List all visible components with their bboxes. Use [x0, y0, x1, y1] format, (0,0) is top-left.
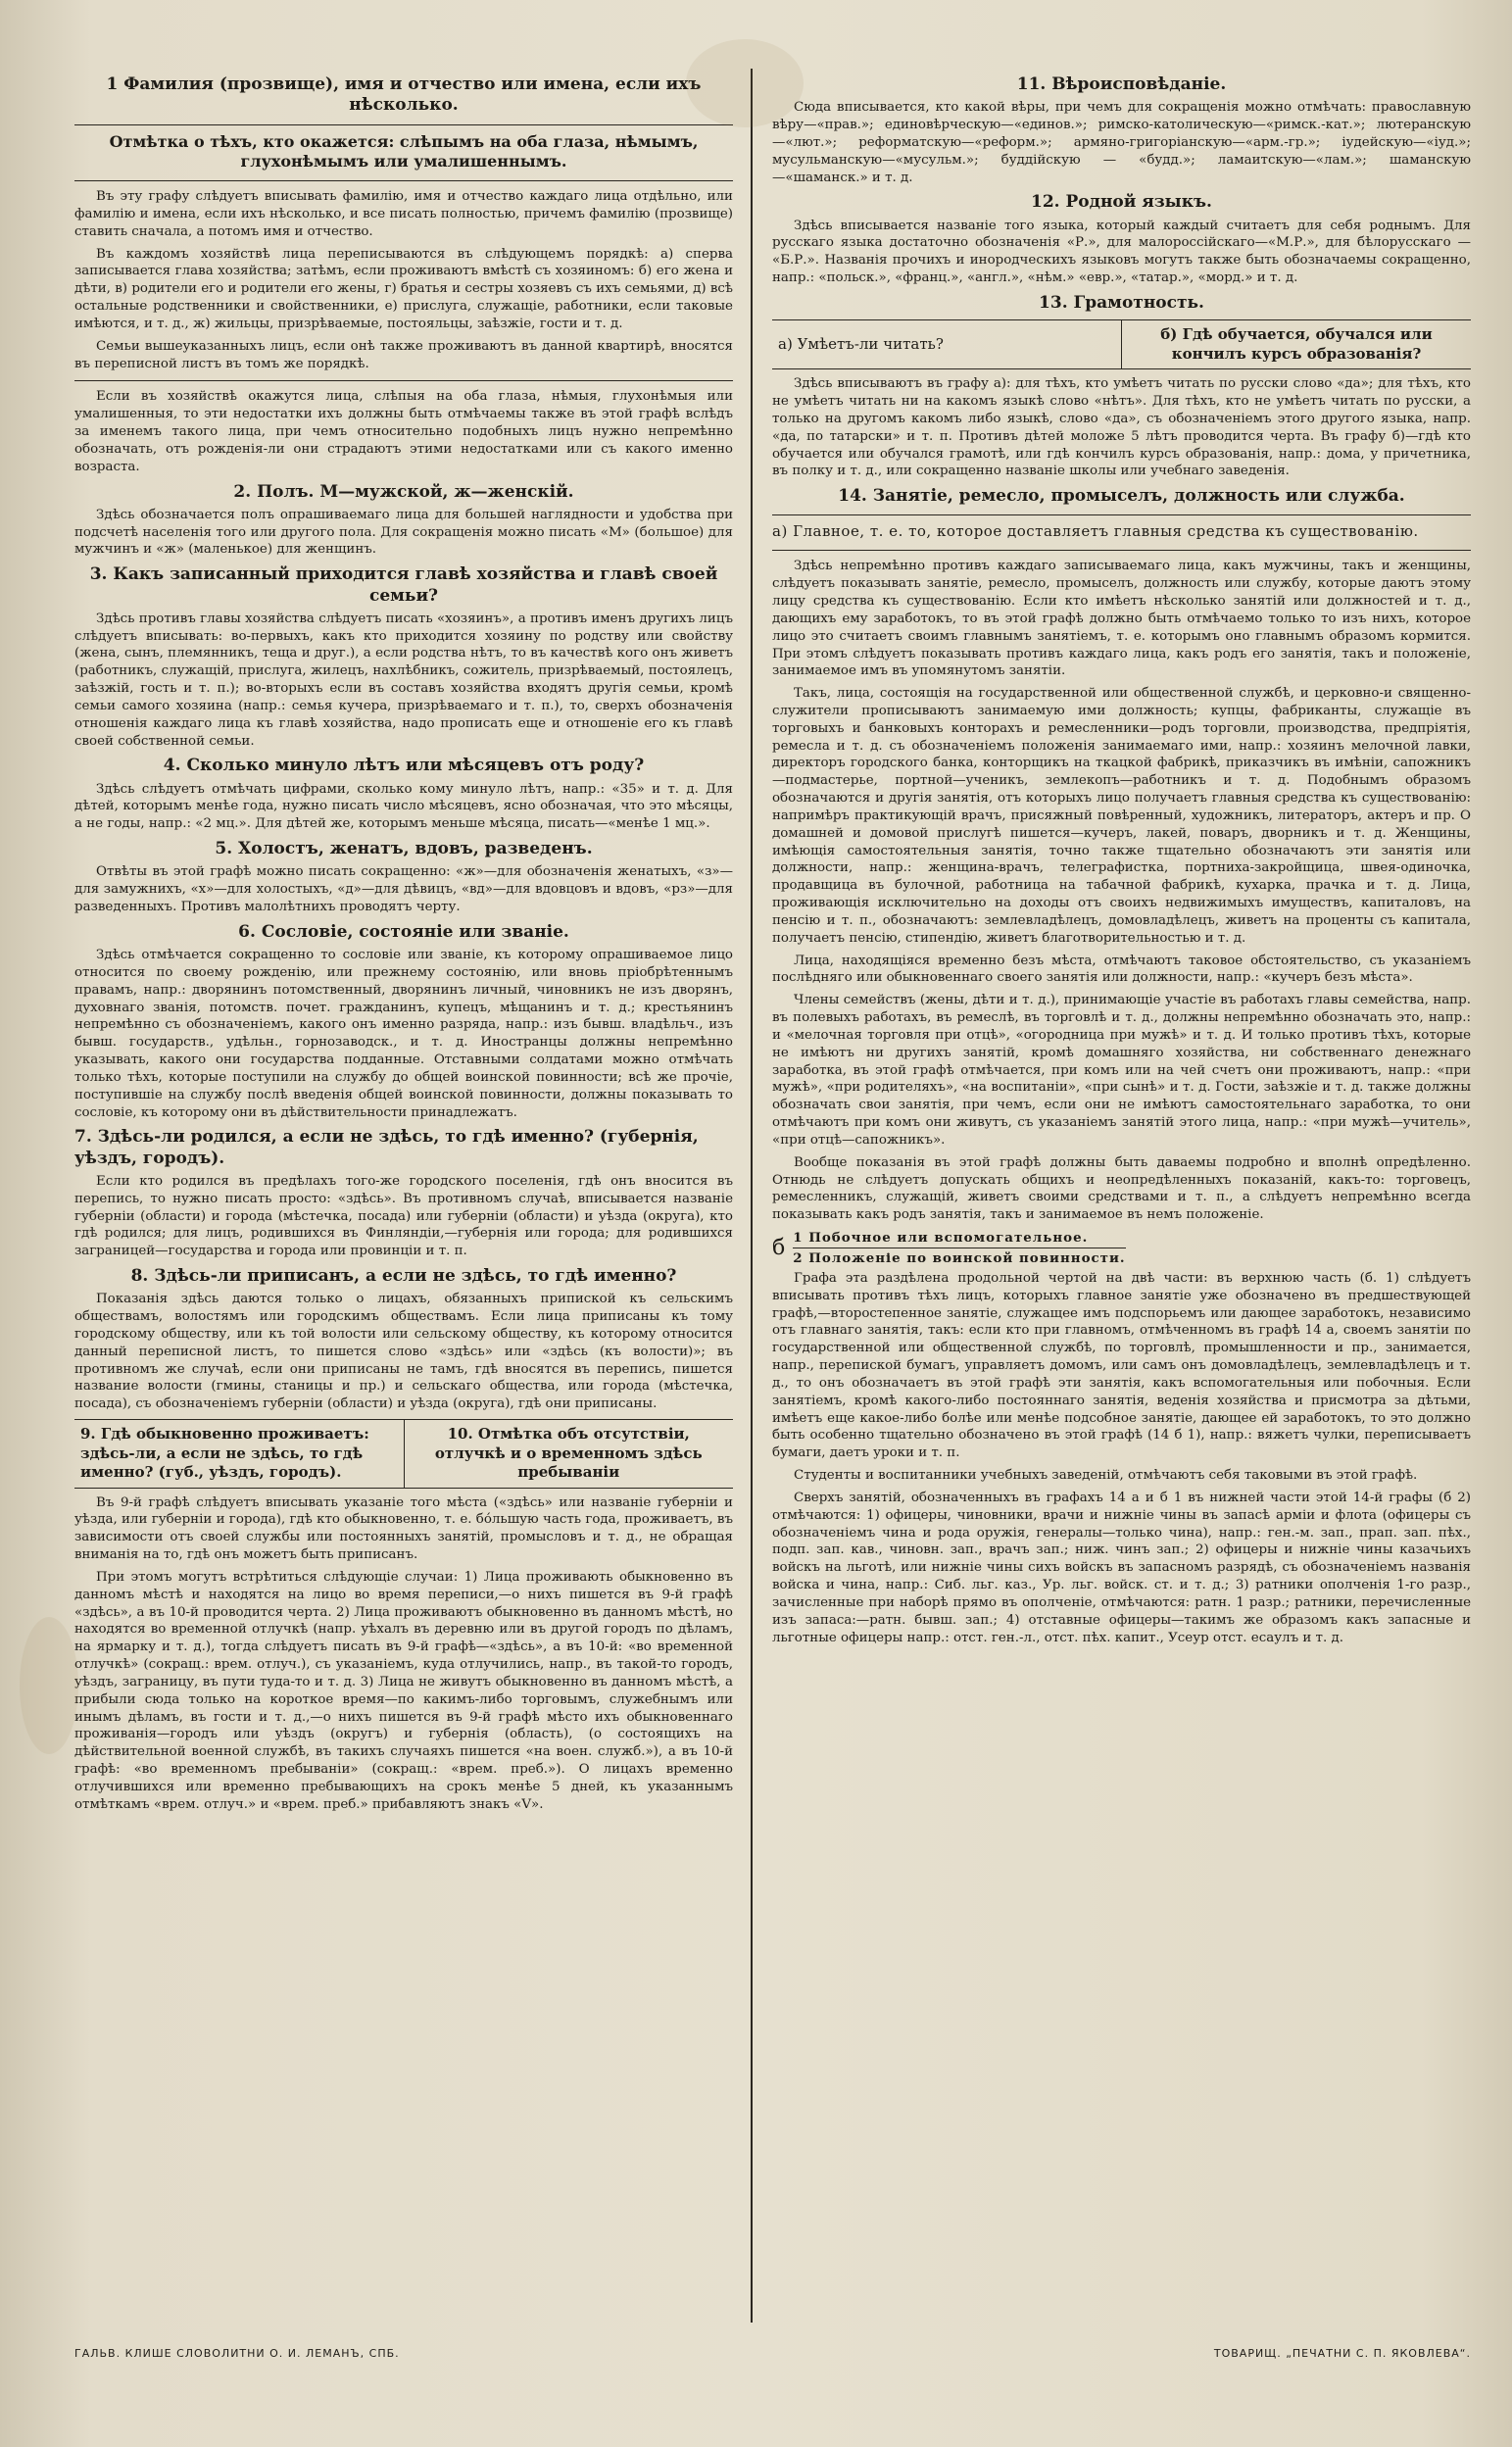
section-14-paragraph: Графа эта раздѣлена продольной чертой на двѣ части: въ верхнюю часть (б. 1) слѣдуетъ вписывать противъ тѣхъ лицъ, которыхъ главное занятіе уже обозначено въ предшествующей графѣ,—второстепенное занятіе, служащее имъ подспорьемъ или дающее заработокъ, независимо отъ главнаго занятія, такъ: если кто при главномъ, отмѣченномъ въ графѣ 14 а, своемъ занятіи по государственной или общественной службѣ, по торговлѣ, промышленности и пр., занимается, напр., перепиской бумагъ, управляетъ домомъ, или самъ онъ домовладѣлецъ, землевладѣлецъ и т. д., то онъ обозначаетъ въ этой графѣ эти занятія, какъ вспомогательныя или побочныя. Если занятіемъ, кромѣ какого-либо постояннаго занятія, веденія хозяйства и присмотра за дѣтьми, имѣетъ еще какое-либо болѣе или менѣе подсобное занятіе, дающее ей заработокъ, то это должно быть особенно тщательно обозначено въ этой графѣ (14 б 1), напр.: вяжетъ чулки, переписываетъ бумаги, даетъ уроки и т. п. [772, 1271, 1471, 1461]
section-1-paragraph: Семьи вышеуказанныхъ лицъ, если онѣ также проживаютъ въ данной квартирѣ, вносятся въ переписной листъ въ томъ же порядкѣ. [74, 338, 733, 371]
section-12-title: 12. Родной языкъ. [1031, 192, 1212, 213]
section-14-b1-heading: 1 Побочное или вспомогательное. [793, 1230, 1089, 1246]
section-8-paragraph: Показанія здѣсь даются только о лицахъ, обязанныхъ припиской къ сельскимъ обществамъ, волостямъ или городскимъ обществамъ. Если лица приписаны къ тому городскому обществу, или къ той волости или сельскому обществу, къ которому относится данный переписной листъ, то пишется слово «здѣсь» или «здѣсь (къ волости)»; въ противномъ же случаѣ, если они приписаны не тамъ, гдѣ вносятся въ перепись, пишется название волости (гмины, станицы и пр.) и сельскаго общества, или города (мѣстечка, посада), съ обозначеніемъ губерніи (области) и уѣзда (округа), гдѣ они приписаны. [74, 1292, 733, 1412]
section-9-paragraph: Въ 9-й графѣ слѣдуетъ вписывать указаніе того мѣста («здѣсь» или названіе губерніи и уѣзда, или губерніи и города), гдѣ кто обыкновенно, т. е. бо́льшую часть года, проживаетъ, въ зависимости отъ своей службы или постоянныхъ занятій, промысловъ и т. д., не обращая вниманія на то, гдѣ онъ можетъ быть приписанъ. [74, 1494, 733, 1563]
section-14-paragraph: Сверхъ занятій, обозначенныхъ въ графахъ 14 а и б 1 въ нижней части этой 14-й графы (б 2) отмѣчаются: 1) офицеры, чиновники, врачи и нижніе чины въ запасѣ арміи и флота (офицеры съ обозначеніемъ чина и рода оружія, генералы—только чина), напр.: ген.-м. зап., прап. зап. пѣх., подп. зап. кав., чиновн. зап., врачъ зап.; ниж. чинъ зап.; 2) офицеры и нижніе чины казачьихъ войскъ на льготѣ, или нижніе чины сихъ войскъ въ запасномъ разрядѣ, съ обозначеніемъ названія войска и чина, напр.: Сиб. льг. каз., Ур. льг. войск. ст. и т. д.; 3) ратники ополченія 1-го разр., зачисленные при наборѣ прямо въ ополченіе, отмѣчаются: ратн. 1 разр.; ратники, перечисленные изъ запаса:—ратн. бывш. зап.; 4) отставные офицеры—такимъ же образомъ какъ запасные и льготные офицеры напр.: отст. ген.-л., отст. пѣх. капит., Усеур отст. есаулъ и т. д. [772, 1490, 1471, 1645]
section-4-paragraph: Здѣсь слѣдуетъ отмѣчать цифрами, сколько кому минуло лѣтъ, напр.: «35» и т. д. Для дѣтей, которымъ менѣе года, нужно писать число мѣсяцевъ, ясно обозначая, что это мѣсяцы, а не годы, напр.: «2 мц.». Для дѣтей же, которымъ меньше мѣсяца, писать—«менѣе 1 мц.». [74, 781, 733, 832]
section-1-title: 1 Фамилия (прозвище), имя и отчество или имена, если ихъ нѣсколько. [106, 74, 702, 116]
printer-credit-left: ГАЛЬВ. КЛИШЕ СЛОВОЛИТНИ О. И. ЛЕМАНЪ, СПБ. [74, 2347, 400, 2360]
paper-stain [686, 39, 804, 127]
section-13-a: а) Умѣетъ-ли читать? [778, 334, 944, 353]
section-14-paragraph: Студенты и воспитанники учебныхъ заведеній, отмѣчаютъ себя таковыми въ этой графѣ. [794, 1468, 1418, 1484]
section-5-paragraph: Отвѣты въ этой графѣ можно писать сокращенно: «ж»—для обозначенія женатыхъ, «з»—для замужнихъ, «х»—для холостыхъ, «д»—для дѣвицъ, «вд»—для вдовцовъ и вдовъ, «рз»—для разведенныхъ. Противъ малолѣтнихъ проводятъ черту. [74, 864, 733, 915]
section-2-title: 2. Полъ. М—мужской, ж—женскій. [233, 481, 574, 502]
printer-credit-right: ТОВАРИЩ. „ПЕЧАТНИ С. П. ЯКОВЛЕВА“. [1213, 2347, 1471, 2360]
section-1-paragraph: Если въ хозяйствѣ окажутся лица, слѣпыя на оба глаза, нѣмыя, глухонѣмыя или умалишенныя, то эти недостатки ихъ должны быть отмѣчаемы также въ этой графѣ вслѣдъ за именемъ такого лица, при чемъ относительно подобныхъ лицъ нужно непремѣнно обозначать, отъ рожденія-ли они страдаютъ этими недостатками или съ какого именно возраста. [74, 389, 733, 474]
right-column [751, 69, 1471, 2323]
section-13-b: б) Гдѣ обучается, обучался или кончилъ курсъ образованія? [1121, 320, 1471, 368]
divider [74, 380, 733, 381]
section-14-paragraph: Здѣсь непремѣнно противъ каждаго записываемаго лица, какъ мужчины, такъ и женщины, слѣдуетъ показывать занятіе, ремесло, промыселъ, должность или службу, которые даютъ этому лицу средства къ существованію. Если кто имѣетъ нѣсколько занятій или должностей и т. д., дающихъ ему заработокъ, то въ этой графѣ должно быть отмѣчаемо только то изъ нихъ, которое лицо это считаетъ своимъ главнымъ занятіемъ, т. е. которымъ оно главнымъ образомъ кормится. При этомъ слѣдуетъ показывать противъ каждаго лица, какъ родъ его занятія, такъ и положеніе, занимаемое имъ въ упомянутомъ занятіи. [772, 559, 1471, 679]
section-13-subheader [772, 319, 1471, 369]
section-1-paragraph: Въ эту графу слѣдуетъ вписывать фамилію, имя и отчество каждаго лица отдѣльно, или фамилію и имена, если ихъ нѣсколько, и все писать полностью, причемъ фамилію (прозвище) ставить сначала, а потомъ имя и отчество. [74, 189, 733, 239]
section-2-paragraph: Здѣсь обозначается полъ опрашиваемаго лица для большей наглядности и удобства при подсчетѣ населенія того или другого пола. Для сокращенія можно писать «М» (большое) для мужчинъ и «ж» (маленькое) для женщинъ. [74, 507, 733, 558]
divider [74, 180, 733, 181]
section-14-paragraph: Такъ, лица, состоящія на государственной или общественной службѣ, и церковно-и священно-служители прописываютъ занимаемую ими должность; купцы, фабриканты, служащіе въ торговыхъ и банковыхъ конторахъ и ремесленники—родъ торговли, производства, предпріятія, ремесла и т. д. съ обозначеніемъ положенія занимаемаго ими, напр.: хозяинъ мелочной лавки, директоръ городского банка, конторщикъ на ткацкой фабрикѣ, приказчикъ въ имѣніи, сапожникъ—подмастерье, портной—ученикъ, землекопъ—работникъ и т. д. Подобнымъ образомъ обозначаются и другія занятія, отъ которыхъ лицо получаетъ главныя средства къ существованію: напримѣръ практикующій врачъ, присяжный повѣренный, художникъ, литераторъ, актеръ и пр. О домашней и домовой прислугѣ пишется—кучеръ, лакей, поваръ, дворникъ и т. д. Женщины, имѣющія самостоятельныя занятія, точно также тщательно обозначаютъ эти занятія или должности, напр.: женщина-врачъ, телеграфистка, портниха-закройщица, швея-одиночка, продавщица въ булочной, работница на табачной фабрикѣ, кухарка, прачка и т. д. Лица, проживающія исключительно на доходы отъ своихъ недвижимыхъ имуществъ, капиталовъ, на пенсію и т. п., обозначаютъ: землевладѣлецъ, домовладѣлецъ, живетъ на проценты съ капитала, получаетъ пенсію, стипендію, живетъ благотворительностью и т. д. [772, 686, 1471, 946]
section-14-b2-heading: 2 Положеніе по воинской повинности. [793, 1250, 1126, 1266]
section-13-paragraph: Здѣсь вписываютъ въ графу а): для тѣхъ, кто умѣетъ читать по русски слово «да»; для тѣхъ, кто не умѣетъ читать ни на какомъ языкѣ слово «нѣтъ». Для тѣхъ, кто не умѣетъ читать по русски, а только на другомъ какомъ либо языкѣ, слово «да», съ обозначеніемъ этого другого языка, напр. «да, по татарски» и т. п. Противъ дѣтей моложе 5 лѣтъ проводится черта. Въ графу б)—гдѣ кто обучается или обучался грамотѣ, или гдѣ кончилъ курсъ образованія, напр.: дома, у причетника, въ полку и т. д., или сокращенно названіе школы или учебнаго заведенія. [772, 376, 1471, 479]
footer [74, 2347, 1471, 2360]
section-1-note-title: Отмѣтка о тѣхъ, кто окажется: слѣпымъ на оба глаза, нѣмымъ, глухонѣмымъ или умалишеннымъ. [109, 131, 699, 171]
section-5-title: 5. Холостъ, женатъ, вдовъ, разведенъ. [215, 839, 593, 859]
section-7-title: 7. Здѣсь-ли родился, а если не здѣсь, то гдѣ именно? (губернія, уѣздъ, городъ). [74, 1127, 699, 1168]
sections-9-10-header [74, 1419, 733, 1489]
section-14-paragraph: Члены семействъ (жены, дѣти и т. д.), принимающіе участіе въ работахъ главы семейства, напр. въ полевыхъ работахъ, въ ремеслѣ, въ торговлѣ и т. д., должны непремѣнно обозначать это, напр.: и «мелочная торговля при отцѣ», «огородница при мужѣ» и т. д. И только противъ тѣхъ, которые не имѣютъ ни другихъ занятій, кромѣ домашняго хозяйства, ни собственнаго денежнаго заработка, въ этой графѣ отмѣчается, при комъ или на чей счетъ они проживаютъ, напр.: «при мужѣ», «при родителяхъ», «на воспитаніи», «при сынѣ» и т. д. Гости, заѣзжіе и т. д. также должны обозначать свои занятія, при чемъ, если они не имѣютъ самостоятельнаго заработка, то они отмѣчаютъ при комъ они живутъ, съ указаніемъ занятій этого лица, напр.: «при мужѣ—учитель», «при отцѣ—сапожникъ». [772, 993, 1471, 1148]
paper-stain [20, 1617, 78, 1754]
section-9-title: 9. Гдѣ обыкновенно проживаетъ: здѣсь-ли, а если не здѣсь, то гдѣ именно? (губ., уѣздъ, городъ). [80, 1425, 369, 1482]
section-14-b-label: б [772, 1236, 786, 1260]
divider [772, 550, 1471, 551]
section-1-paragraph: Въ каждомъ хозяйствѣ лица переписываются въ слѣдующемъ порядкѣ: а) сперва записывается глава хозяйства; затѣмъ, если проживаютъ вмѣстѣ съ хозяиномъ: б) его жена и дѣти, в) родители его и родители его жены, г) братья и сестры хозяевъ съ ихъ семьями, д) всѣ остальные родственники и свойственники, е) прислуга, служащіе, работники, если таковые имѣются, и т. д., ж) жильцы, призрѣваемые, постояльцы, заѣзжіе, гости и т. д. [74, 246, 733, 331]
left-column [74, 69, 751, 2323]
divider [772, 514, 1471, 515]
section-11-title: 11. Вѣроисповѣданіе. [1016, 74, 1227, 94]
section-14-b-heading [772, 1230, 1471, 1266]
section-11-paragraph: Сюда вписывается, кто какой вѣры, при чемъ для сокращенія можно отмѣчать: православную вѣру—«прав.»; единовѣрческую—«единов.»; римско-католическую—«римск.-кат.»; лютеранскую—«лют.»; реформатскую—«реформ.»; армяно-григоріанскую—«арм.-гр.»; іудейскую—«іуд.»; мусульманскую—«мусульм.»; буддійскую — «будд.»; ламаитскую—«лам.»; шаманскую—«шаманск.» и т. д. [772, 100, 1471, 185]
section-3-title: 3. Какъ записанный приходится главѣ хозяйства и главѣ своей семьи? [89, 564, 718, 606]
section-9-paragraph: При этомъ могутъ встрѣтиться слѣдующіе случаи: 1) Лица проживають обыкновенно въ данномъ мѣстѣ и находятся на лицо во время переписи,—о нихъ пишется въ 9-й графѣ «здѣсь», а въ 10-й проводится черта. 2) Лица проживаютъ обыкновенно въ данномъ мѣстѣ, но находятся во временной отлучкѣ (напр. уѣхалъ въ деревню или въ другой городъ по дѣламъ, на ярмарку и т. д.), тогда слѣдуетъ писать въ 9-й графѣ—«здѣсь», а въ 10-й: «во временной отлучкѣ» (сокращ.: врем. отлуч.), съ указаніемъ, куда отлучились, напр., въ такой-то городъ, уѣздъ, заграницу, въ пути туда-то и т. д. 3) Лица не живутъ обыкновенно въ данномъ мѣстѣ, а прибыли сюда только на короткое время—по какимъ-либо торговымъ, служебнымъ или инымъ дѣламъ, въ гости и т. д.,—о нихъ пишется въ 9-й графѣ мѣсто ихъ обыкновеннаго проживанія—городъ или уѣздъ (округъ) и губернія (область), (о состоящихъ на дѣйствительной военной службѣ, въ такихъ случаяхъ пишется «на воен. служб.»), а въ 10-й графѣ: «во временномъ пребываніи» (сокращ.: «врем. преб.»). О лицахъ временно отлучившихся или временно пребывающихъ на срокъ менѣе 5 дней, къ указаннымъ отмѣткамъ «врем. отлуч.» и «врем. преб.» прибавляютъ знакъ «V». [74, 1569, 733, 1812]
section-12-paragraph: Здѣсь вписывается названіе того языка, который каждый считаетъ для себя роднымъ. Для русскаго языка достаточно обозначенія «Р.», для малороссійскаго—«М.Р.», для бѣлорусскаго — «Б.Р.». Названія прочихъ и инородческихъ языковъ могутъ также быть обозначаемы сокращенно, напр.: «польск.», «франц.», «англ.», «нѣм.» «евр.», «татар.», «морд.» и т. д. [772, 218, 1471, 286]
columns [74, 69, 1471, 2323]
section-3-paragraph: Здѣсь противъ главы хозяйства слѣдуетъ писать «хозяинъ», а противъ именъ другихъ лицъ слѣдуетъ вписывать: во-первыхъ, какъ кто приходится хозяину по родству или свойству (жена, сынъ, племянникъ, теща и друг.), а если родства нѣтъ, то въ качествѣ кого онъ живетъ (работникъ, служащій, прислуга, жилецъ, нахлѣбникъ, сожитель, призрѣваемый, постоялецъ, заѣзжій, гость и т. п.); во-вторыхъ если въ составъ хозяйства входятъ другія семьи, кромѣ семьи самого хозяина (напр.: семья кучера, призрѣваемаго и т. п.), то, сверхъ обозначенія отношенія каждаго лица къ главѣ хозяйства, надо прописать еще и отношеніе его къ главѣ своей собственной семьи. [74, 611, 733, 749]
section-13-title: 13. Грамотность. [1039, 292, 1204, 313]
section-14-paragraph: Вообще показанія въ этой графѣ должны быть даваемы подробно и вполнѣ опредѣленно. Отнюдь не слѣдуетъ допускать общихъ и неопредѣленныхъ показаній, какъ-то: торговецъ, ремесленникъ, служащій, живетъ своими средствами и т. п., а слѣдуетъ непремѣнно всегда показывать какъ родъ занятія, такъ и занимаемое въ немъ положеніе. [772, 1154, 1471, 1223]
section-14-a-heading: а) Главное, т. е. то, которое доставляетъ главныя средства къ существованію. [772, 522, 1419, 541]
section-4-title: 4. Сколько минуло лѣтъ или мѣсяцевъ отъ роду? [163, 756, 645, 776]
section-14-paragraph: Лица, находящіяся временно безъ мѣста, отмѣчаютъ таковое обстоятельство, съ указаніемъ послѣдняго или обыкновеннаго своего занятія или должности, напр.: «кучеръ безъ мѣста». [772, 953, 1471, 986]
section-7-paragraph: Если кто родился въ предѣлахъ того-же городского поселенія, гдѣ онъ вносится въ перепись, то нужно писать просто: «здѣсь». Въ противномъ случаѣ, вписывается названіе губерніи (области) и города (мѣстечка, посада) или губерніи (области) и уѣзда (округа), кто гдѣ родился; для лицъ, родившихся въ Финляндіи,—губернія или города; для родившихся заграницей—государства и города или провинціи и т. п. [74, 1173, 733, 1259]
section-14-title: 14. Занятіе, ремесло, промыселъ, должность или служба. [838, 486, 1405, 507]
section-8-title: 8. Здѣсь-ли приписанъ, а если не здѣсь, то гдѣ именно? [130, 1266, 677, 1287]
divider [74, 124, 733, 125]
section-6-title: 6. Сословіе, состояніе или званіе. [238, 921, 569, 942]
section-10-title: 10. Отмѣтка объ отсутствіи, отлучкѣ и о временномъ здѣсь пребываніи [404, 1420, 734, 1488]
section-6-paragraph: Здѣсь отмѣчается сокращенно то сословіе или званіе, къ которому опрашиваемое лицо относится по своему рожденію, или прежнему состоянію, или вновь пріобрѣтеннымъ правамъ, напр.: дворянинъ потомственный, дворянинъ личный, чиновникъ не изъ дворянъ, духовнаго званія, потомств. почет. гражданинъ, купецъ, мѣщанинъ и т. д.; крестьянинъ непремѣнно съ обозначеніемъ, какого онъ именно разряда, напр.: изъ бывш. владѣльч., изъ бывш. государств., удѣльн., горнозаводск., и т. д. Иностранцы должны непремѣнно указывать, какого они государства подданные. Отставными солдатами можно отмѣчать только тѣхъ, которые поступили на службу до общей воинской повинности; всѣ же прочіе, поступившіе на службу послѣ введенія общей воинской повинности, должны показывать то сословіе, къ которому они въ дѣйствительности принадлежатъ. [74, 948, 733, 1120]
